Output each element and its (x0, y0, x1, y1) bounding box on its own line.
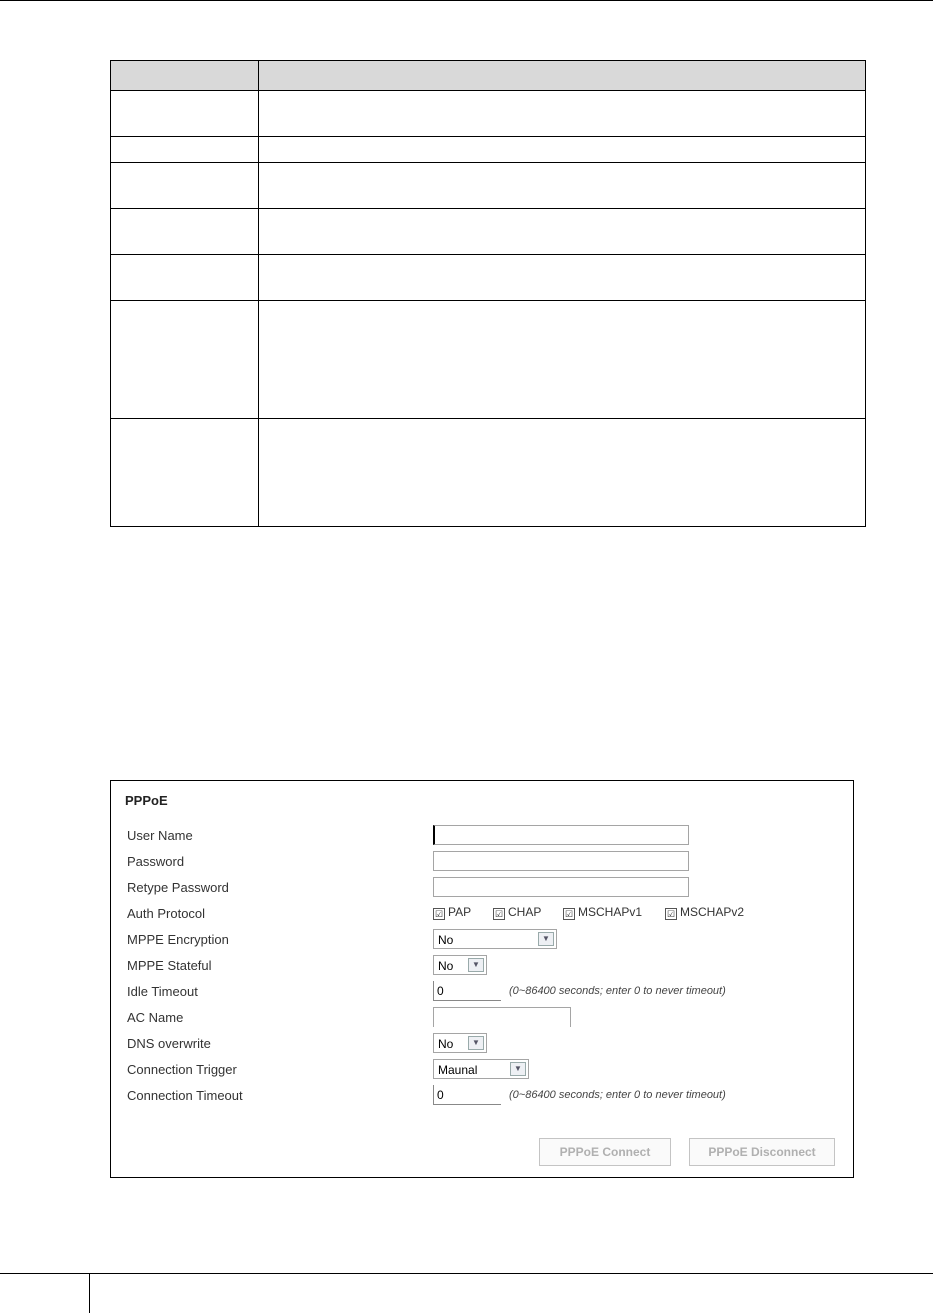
table-cell (259, 209, 866, 255)
dns-overwrite-select[interactable] (433, 1033, 487, 1053)
select-value: No (438, 933, 454, 947)
table-row (111, 255, 866, 301)
table-row (111, 301, 866, 419)
footer-rule (90, 1273, 933, 1274)
mppe-encryption-row (111, 927, 853, 953)
idle-timeout-row (111, 979, 853, 1005)
table-header-cell (111, 61, 259, 91)
table-cell (111, 419, 259, 527)
ac-name-label: AC Name (127, 1010, 184, 1025)
idle-timeout-label: Idle Timeout (127, 984, 198, 999)
table-cell (259, 137, 866, 163)
password-row (111, 849, 853, 875)
idle-timeout-input[interactable] (433, 981, 501, 1001)
table-cell (111, 91, 259, 137)
pppoe-connect-button[interactable]: PPPoE Connect (539, 1138, 671, 1166)
table-cell (259, 163, 866, 209)
checkbox-checked-icon[interactable]: ☑ (494, 909, 504, 919)
ac-name-input[interactable] (433, 1007, 571, 1027)
chevron-down-icon[interactable]: ▼ (468, 958, 484, 972)
auth-option-label: PAP (448, 905, 472, 919)
auth-option-label: CHAP (508, 905, 542, 919)
auth-protocol-label: Auth Protocol (127, 906, 206, 921)
mppe-encryption-select[interactable] (433, 929, 557, 949)
table-cell (259, 255, 866, 301)
table-cell (259, 91, 866, 137)
connection-trigger-row (111, 1057, 853, 1083)
connection-timeout-row (111, 1083, 853, 1109)
checkbox-checked-icon[interactable]: ☑ (434, 909, 444, 919)
mppe-stateful-row (111, 953, 853, 979)
idle-timeout-hint: (0~86400 seconds; enter 0 to never timeout) (509, 985, 726, 997)
chevron-down-icon[interactable]: ▼ (468, 1036, 484, 1050)
mppe-stateful-select[interactable] (433, 955, 487, 975)
reference-table (110, 60, 866, 527)
connection-timeout-hint: (0~86400 seconds; enter 0 to never timeout) (509, 1089, 726, 1101)
checkbox-checked-icon[interactable]: ☑ (666, 909, 676, 919)
ac-name-row (111, 1005, 853, 1031)
table-cell (111, 255, 259, 301)
checkbox-checked-icon[interactable]: ☑ (564, 909, 574, 919)
table-cell (111, 209, 259, 255)
pppoe-disconnect-button[interactable]: PPPoE Disconnect (689, 1138, 835, 1166)
table-row (111, 91, 866, 137)
table-header-cell (259, 61, 866, 91)
table-cell (259, 301, 866, 419)
mppe-stateful-label: MPPE Stateful (127, 958, 212, 973)
connection-trigger-label: Connection Trigger (127, 1062, 237, 1077)
retype-password-label: Retype Password (127, 880, 229, 895)
table-row (111, 419, 866, 527)
password-label: Password (127, 854, 185, 869)
retype-password-input[interactable] (433, 877, 689, 897)
table-row (111, 163, 866, 209)
connection-trigger-select[interactable] (433, 1059, 529, 1079)
panel-title: PPPoE (125, 793, 168, 808)
user-name-row (111, 823, 853, 849)
chevron-down-icon[interactable]: ▼ (510, 1062, 526, 1076)
auth-option-mschapv1[interactable] (563, 905, 642, 920)
table-cell (111, 163, 259, 209)
select-value: No (438, 1037, 454, 1051)
page-top-rule (0, 0, 933, 1)
auth-option-label: MSCHAPv1 (578, 905, 643, 919)
auth-option-chap[interactable] (493, 905, 541, 920)
auth-option-mschapv2[interactable] (665, 905, 744, 920)
chevron-down-icon[interactable]: ▼ (538, 932, 554, 946)
table-row (111, 209, 866, 255)
table-header-row (111, 61, 866, 91)
auth-protocol-row (111, 901, 853, 927)
retype-password-row (111, 875, 853, 901)
pppoe-panel (110, 780, 854, 1178)
table-cell (111, 137, 259, 163)
connection-timeout-label: Connection Timeout (127, 1088, 243, 1103)
user-name-label: User Name (127, 828, 193, 843)
select-value: No (438, 959, 454, 973)
table-cell (259, 419, 866, 527)
mppe-encryption-label: MPPE Encryption (127, 932, 229, 947)
select-value: Maunal (438, 1063, 478, 1077)
dns-overwrite-label: DNS overwrite (127, 1036, 211, 1051)
dns-overwrite-row (111, 1031, 853, 1057)
connection-timeout-input[interactable] (433, 1085, 501, 1105)
table-cell (111, 301, 259, 419)
auth-option-pap[interactable] (433, 905, 471, 920)
page-number-box (0, 1273, 90, 1313)
table-row (111, 137, 866, 163)
user-name-input[interactable] (433, 825, 689, 845)
password-input[interactable] (433, 851, 689, 871)
auth-option-label: MSCHAPv2 (680, 905, 745, 919)
